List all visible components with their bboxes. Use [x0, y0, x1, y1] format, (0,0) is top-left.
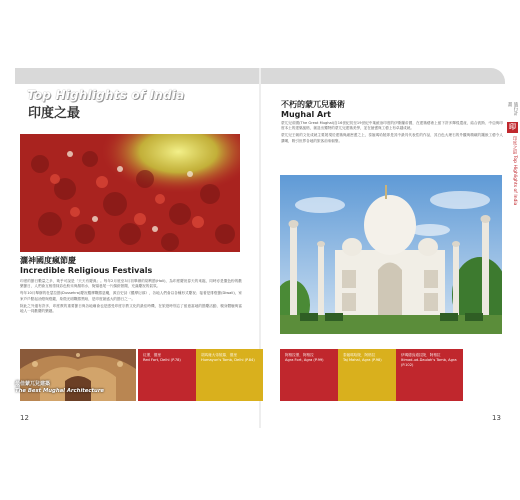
- tile-zh: 胡馬雍大帝陵墓．德里: [201, 353, 237, 357]
- tile-agra-fort: [280, 349, 347, 401]
- festival-article: [20, 256, 242, 316]
- tile-red-fort: [138, 349, 205, 401]
- page-number-left: 12: [20, 414, 29, 422]
- festival-heading-zh: 灑神國度瘋節慶: [20, 256, 76, 265]
- mughal-heading-zh: 不朽的蒙兀兒藝術: [281, 100, 345, 109]
- tile-en: Humayun's Tomb, Delhi (P.84): [201, 358, 255, 362]
- mughal-architecture-label-zh: 最佳蒙兀兒建築: [15, 381, 51, 387]
- tile-zh: 阿格拉堡．阿格拉: [285, 353, 314, 357]
- holi-festival-photo: [20, 134, 240, 252]
- tile-en: Red Fort, Delhi (P.78): [143, 358, 181, 362]
- section-title-zh: 印度之最: [28, 106, 81, 121]
- festival-body: [20, 279, 242, 314]
- tile-en: Taj Mahal, Agra (P.98): [343, 358, 382, 362]
- mughal-paragraph: 蒙兀兒帝國(The Great Mughal)自16世紀初至19世紀中葉統治印度的伊斯蘭帝國，在建築藝術上留下許多輝煌遺產，結合波斯、中亞與印度本土的建築風格，創造出獨特的蒙兀兒建築美學，並在繪畫與工藝上有卓越成就。: [281, 121, 503, 131]
- mughal-heading-en: Mughal Art: [281, 110, 331, 119]
- side-tab-marker: 印: [509, 123, 516, 131]
- tile-taj-mahal: [338, 349, 405, 401]
- mughal-architecture-label-en: The Best Mughal Architecture: [15, 388, 105, 394]
- tile-zh: 泰姬瑪哈陵．阿格拉: [343, 353, 376, 357]
- tile-zh: 紅堡．德里: [143, 353, 161, 357]
- festival-paragraph: 每年10月舉辦的杜瑟拉節(Dussehra)慶祝羅摩戰勝惡魔，源自史詩《羅摩衍那》，各地人們會以各種形式慶祝；接著是排燈節(Diwali)，家家戶戶點起油燈與燈籠，象徵光明戰勝黑暗，是印度最盛大的節日之一。: [20, 291, 242, 301]
- section-title-en: Top Highlights of India: [27, 88, 185, 102]
- taj-mahal-photo: [280, 175, 502, 334]
- tile-humayun-tomb: [196, 349, 263, 401]
- tile-zh: 伊瑪德烏道拉陵．阿格拉: [401, 353, 441, 357]
- side-tab-section: 旅行計畫: [507, 102, 518, 116]
- tile-itimad-tomb: [396, 349, 463, 401]
- mughal-heading: [281, 100, 345, 120]
- mughal-architecture-label: [15, 380, 125, 394]
- tile-en: Agra Fort, Agra (P.99): [285, 358, 324, 362]
- tile-en: Itimad-ud-Daulah's Tomb, Agra (P.102): [401, 358, 457, 367]
- festival-paragraph: 印度的節日數量之多，幾乎可說是「天天有慶典」。每年2月底至3月初舉辦的胡利節(Holi)，為印度慶祝春天的來臨，同時亦是撒色粉的歡樂節日，人們會互相塗抹彩色粉末與顏料水，街頭巷尾一片繽紛熱鬧，充滿慶祝的氣氛。: [20, 279, 242, 289]
- festival-paragraph: 除此之外還有許多，印度教的重要節日與各地廟會也是感受印度宗教文化的最佳時機，在旅遊時別忘了留意當地的節慶活動，親身體驗與當地人一同歡慶的樂趣。: [20, 303, 242, 314]
- mughal-body: [281, 121, 503, 146]
- mughal-paragraph: 蒙兀兒王朝的文化成就主要展現於建築與細密畫之上，泰姬瑪哈陵即是其中最具代表性的作品，其白色大理石的外觀與精緻的鑲嵌工藝令人讚嘆，吸引世界各地的旅客前來朝聖。: [281, 133, 503, 143]
- side-tab-label: 印度之最 Top Highlights of India: [512, 136, 517, 206]
- page-number-right: 13: [492, 414, 501, 422]
- festival-heading-en: Incredible Religious Festivals: [20, 266, 153, 275]
